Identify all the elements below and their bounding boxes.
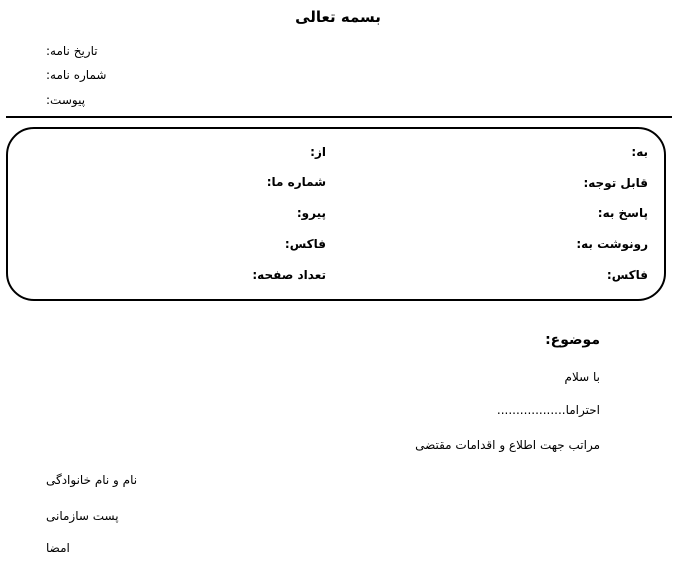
to-label: به: <box>631 145 648 159</box>
signature-label: امضا <box>46 541 70 555</box>
page-count-label: تعداد صفحه: <box>252 268 326 282</box>
from-label: از: <box>310 145 326 159</box>
our-number-label: شماره ما: <box>266 175 326 189</box>
recipient-box <box>6 127 666 301</box>
subject-label: موضوع: <box>545 332 600 348</box>
fax-label-left: فاکس: <box>284 237 326 251</box>
greeting-text: با سلام <box>564 370 600 384</box>
cc-label: رونوشت به: <box>576 237 648 251</box>
respect-line: احتراما.................. <box>496 403 600 417</box>
header-divider <box>6 116 672 118</box>
closing-text: مراتب جهت اطلاع و اقدامات مقتضی <box>415 438 600 452</box>
reply-to-label: پاسخ به: <box>597 206 648 220</box>
page-title: بسمه تعالی <box>295 8 381 26</box>
signer-name-label: نام و نام خانوادگی <box>46 473 138 487</box>
following-label: پیرو: <box>296 206 326 220</box>
attachment-label: پیوست: <box>46 93 86 107</box>
attention-label: قابل توجه: <box>583 176 648 190</box>
fax-label-right: فاکس: <box>606 268 648 282</box>
letter-date-label: تاریخ نامه: <box>46 44 98 58</box>
signer-position-label: پست سازمانی <box>46 509 119 523</box>
letter-number-label: شماره نامه: <box>46 68 107 82</box>
